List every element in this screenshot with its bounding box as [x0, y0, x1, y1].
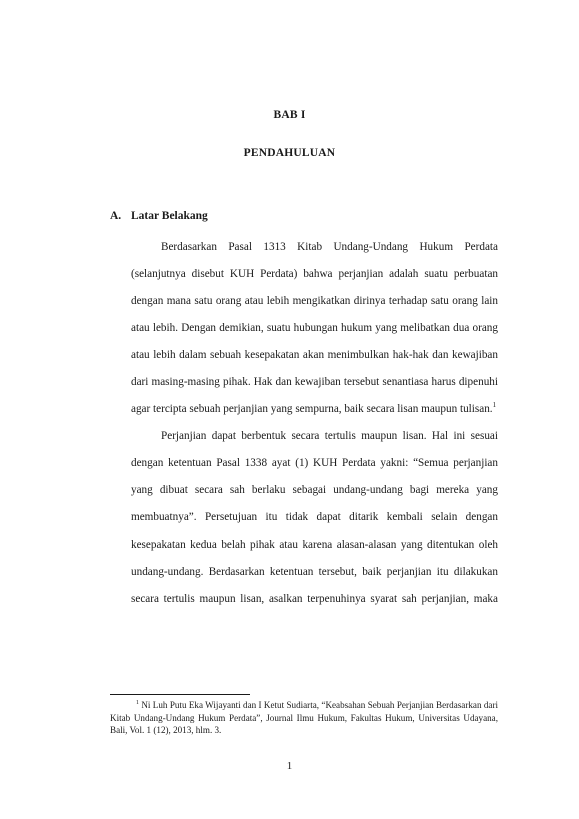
- page-number: 1: [286, 760, 293, 772]
- chapter-number: BAB I: [273, 109, 306, 121]
- paragraph-2-text: Perjanjian dapat berbentuk secara tertulis maupun lisan. Hal ini sesuai dengan ketentuan Pasal 1338 ayat (1) KUH Perdata yakni: “Semua perjanjian yang dibuat secara sah berlaku sebagai undang-undang bagi mereka yang membuatnya”. Persetujuan itu tidak dapat ditarik kembali selain dengan kesepakatan kedua belah pihak atau karena alasan-alasan yang ditentukan oleh undang-undang. Berdasarkan ketentuan tersebut, baik perjanjian itu dilakukan secara tertulis maupun lisan, asalkan terpenuhinya syarat sah perjanjian, maka: [131, 430, 498, 605]
- footnote: [110, 699, 498, 737]
- section-title: Latar Belakang: [131, 210, 208, 222]
- footnote-text: Ni Luh Putu Eka Wijayanti dan I Ketut Sudiarta, “Keabsahan Sebuah Perjanjian Berdasarkan dari Kitab Undang-Undang Hukum Perdata”, Journal Ilmu Hukum, Fakultas Hukum, Universitas Udayana, Bali, Vol. 1 (12), 2013, hlm. 3.: [110, 700, 498, 735]
- paragraph-1: [131, 234, 498, 423]
- section-heading: [110, 210, 208, 222]
- paragraph-1-text: Berdasarkan Pasal 1313 Kitab Undang-Undang Hukum Perdata (selanjutnya disebut KUH Perdata) bahwa perjanjian adalah suatu perbuatan dengan mana satu orang atau lebih mengikatkan dirinya terhadap satu orang lain atau lebih. Dengan demikian, suatu hubungan hukum yang melibatkan dua orang atau lebih dalam sebuah kesepakatan akan menimbulkan hak-hak dan kewajiban dari masing-masing pihak. Hak dan kewajiban tersebut senantiasa harus dipenuhi agar tercipta sebuah perjanjian yang sempurna, baik secara lisan maupun tulisan.: [131, 241, 498, 416]
- footnote-separator: [110, 694, 250, 695]
- footnote-mark: 1: [136, 700, 139, 706]
- footnote-lead: [110, 699, 139, 712]
- section-number: A.: [110, 210, 122, 222]
- chapter-title: PENDAHULUAN: [243, 147, 336, 159]
- footnote-reference: 1: [492, 401, 497, 410]
- paragraph-2: [131, 423, 498, 612]
- body-text: [131, 234, 498, 613]
